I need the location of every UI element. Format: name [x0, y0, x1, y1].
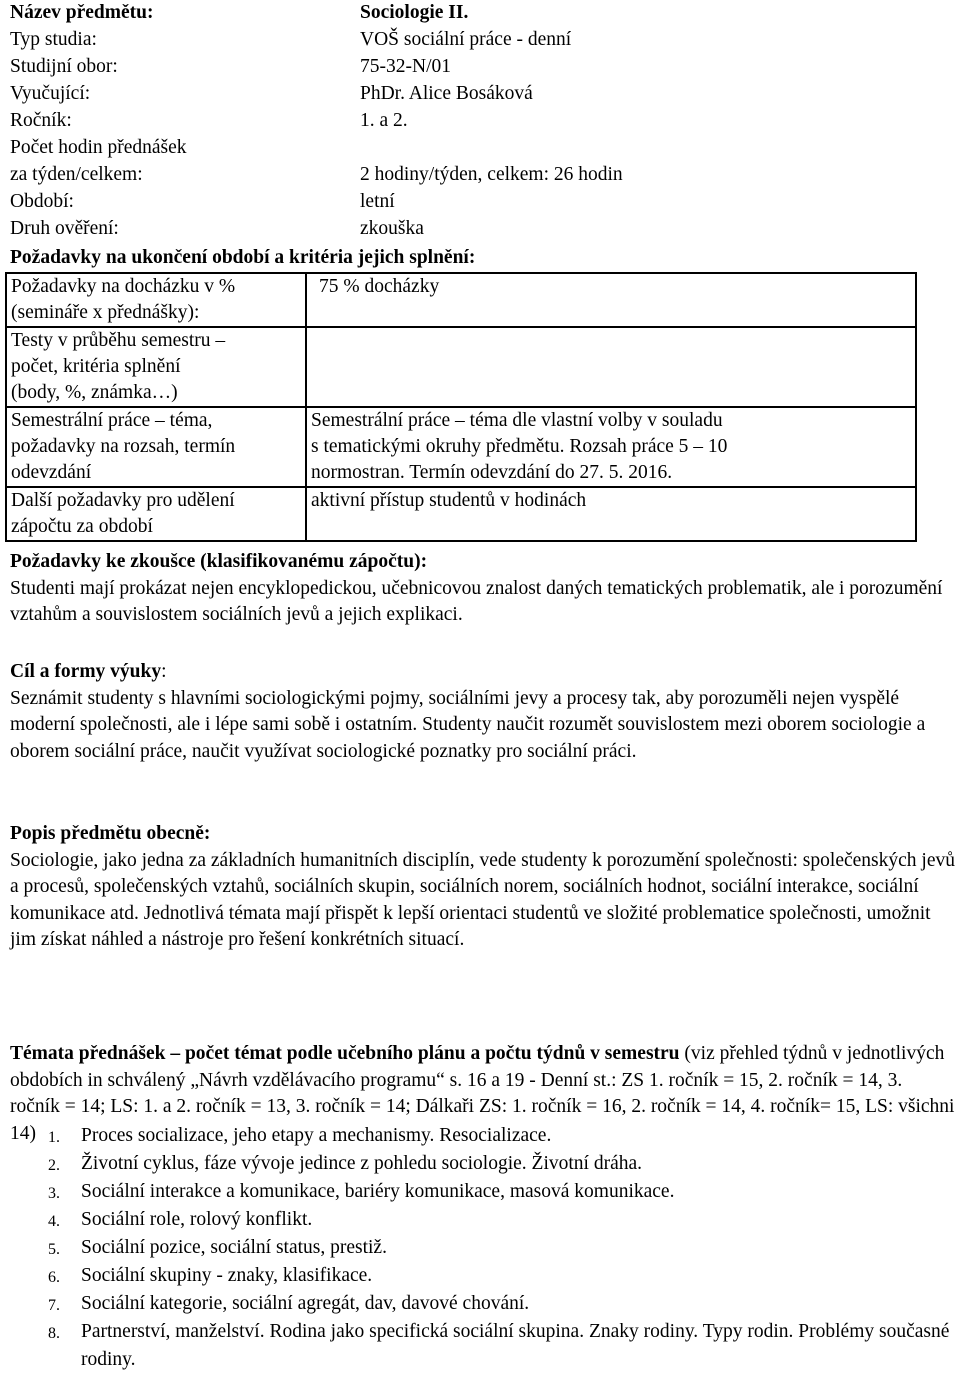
table-row	[6, 273, 916, 327]
goals-text: Seznámit studenty s hlavními sociologickými pojmy, sociálními jevy a procesy tak, aby porozuměli nejen vyspělé moderní společnosti, ale i lépe sami sobě i ostatním. Studenty naučit rozumět souvislostem mezi oborem sociologie a oborem sociální práce, naučit využívat sociologické poznatky pro sociální práci.	[10, 687, 926, 762]
table-row	[6, 407, 916, 487]
description-heading: Popis předmětu obecně:	[10, 823, 211, 844]
requirements-heading: Požadavky na ukončení období a kritéria jejich splnění:	[10, 247, 476, 268]
list-item: 1. Proces socializace, jeho etapy a mechanismy. Resocializace.	[48, 1125, 552, 1146]
list-item: 4. Sociální role, rolový konflikt.	[48, 1209, 313, 1230]
exam-section	[10, 549, 955, 629]
hours-per-week-label: za týden/celkem:	[10, 164, 143, 185]
tests-value-cell	[306, 327, 916, 407]
topics-list	[0, 1122, 955, 1374]
hours-per-week-value: 2 hodiny/týden, celkem: 26 hodin	[360, 164, 623, 185]
subject-name-label: Název předmětu:	[10, 2, 154, 23]
exam-heading: Požadavky ke zkoušce (klasifikovanému zápočtu):	[10, 551, 428, 572]
other-requirements-value-cell: aktivní přístup studentů v hodinách	[306, 487, 916, 541]
study-type-label: Typ studia:	[10, 29, 97, 50]
topics-heading: Témata přednášek – počet témat podle učebního plánu a počtu týdnů v semestru (viz přehled týdnů v jednotlivých obdobích in schválený „Návrh vzdělávacího programu“ s. 16 a 19 - Denní st.: ZS 1. ročník = 15, 2. ročník = 14, 3. ročník = 14; LS: 1. a 2. ročník = 13, 3. ročník = 14; Dálkaři ZS: 1. ročník = 16, 2. ročník = 14, 4. ročník= 15, LS: všichni 14)	[10, 1043, 955, 1144]
subject-name-value: Sociologie II.	[360, 2, 469, 23]
semestral-work-value-cell: Semestrální práce – téma dle vlastní volby v souladu s tematickými okruhy předmětu. Rozsah práce 5 – 10 normostran. Termín odevzdání do 27. 5. 2016.	[306, 407, 916, 487]
semestral-work-label-cell: Semestrální práce – téma, požadavky na rozsah, termín odevzdání	[6, 407, 306, 487]
list-item: 3. Sociální interakce a komunikace, bariéry komunikace, masová komunikace.	[48, 1181, 675, 1202]
study-field-value: 75-32-N/01	[360, 56, 451, 77]
other-requirements-label-cell: Další požadavky pro udělení zápočtu za období	[6, 487, 306, 541]
study-type-value: VOŠ sociální práce - denní	[360, 29, 572, 50]
goals-section	[10, 659, 955, 765]
teacher-label: Vyučující:	[10, 83, 91, 104]
requirements-table	[5, 272, 917, 542]
description-section	[10, 821, 955, 954]
verification-label: Druh ověření:	[10, 218, 119, 239]
description-text: Sociologie, jako jedna za základních humanitních disciplín, vede studenty k porozumění společnosti: společenských jevů a procesů, společenských vztahů, sociálních skupin, sociálních norem, sociálních hodnot, sociální interakce, sociální komunikace atd. Jednotlivá témata mají přispět k lepší orientaci studentů ve složité problematice společnosti, umožnit jim získat náhled a nástroje pro řešení konkrétních situací.	[10, 849, 955, 950]
year-value: 1. a 2.	[360, 110, 408, 131]
goals-heading: Cíl a formy výuky:	[10, 661, 167, 682]
list-item: 2. Životní cyklus, fáze vývoje jedince z pohledu sociologie. Životní dráha.	[48, 1153, 643, 1174]
attendance-value-cell: 75 % docházky	[306, 273, 916, 327]
attendance-label-cell: Požadavky na docházku v % (semináře x přednášky):	[6, 273, 306, 327]
study-field-label: Studijní obor:	[10, 56, 118, 77]
period-label: Období:	[10, 191, 74, 212]
period-value: letní	[360, 191, 395, 212]
list-item: 8. Partnerství, manželství. Rodina jako specifická sociální skupina. Znaky rodiny. Typy rodin. Problémy současné rodiny.	[48, 1321, 950, 1370]
lecture-hours-label: Počet hodin přednášek	[10, 137, 187, 158]
table-row	[6, 327, 916, 407]
verification-value: zkouška	[360, 218, 424, 239]
year-label: Ročník:	[10, 110, 72, 131]
table-row	[6, 487, 916, 541]
exam-text: Studenti mají prokázat nejen encyklopedickou, učebnicovou znalost daných tematických problematik, ale i porozumění vztahům a souvislostem sociálních jevů a jejich explikaci.	[10, 577, 943, 625]
list-item: 5. Sociální pozice, sociální status, prestiž.	[48, 1237, 387, 1258]
tests-label-cell: Testy v průběhu semestru – počet, kritéria splnění (body, %, známka…)	[6, 327, 306, 407]
list-item: 7. Sociální kategorie, sociální agregát, dav, davové chování.	[48, 1293, 530, 1314]
list-item: 6. Sociální skupiny - znaky, klasifikace.	[48, 1265, 373, 1286]
teacher-value: PhDr. Alice Bosáková	[360, 83, 533, 104]
